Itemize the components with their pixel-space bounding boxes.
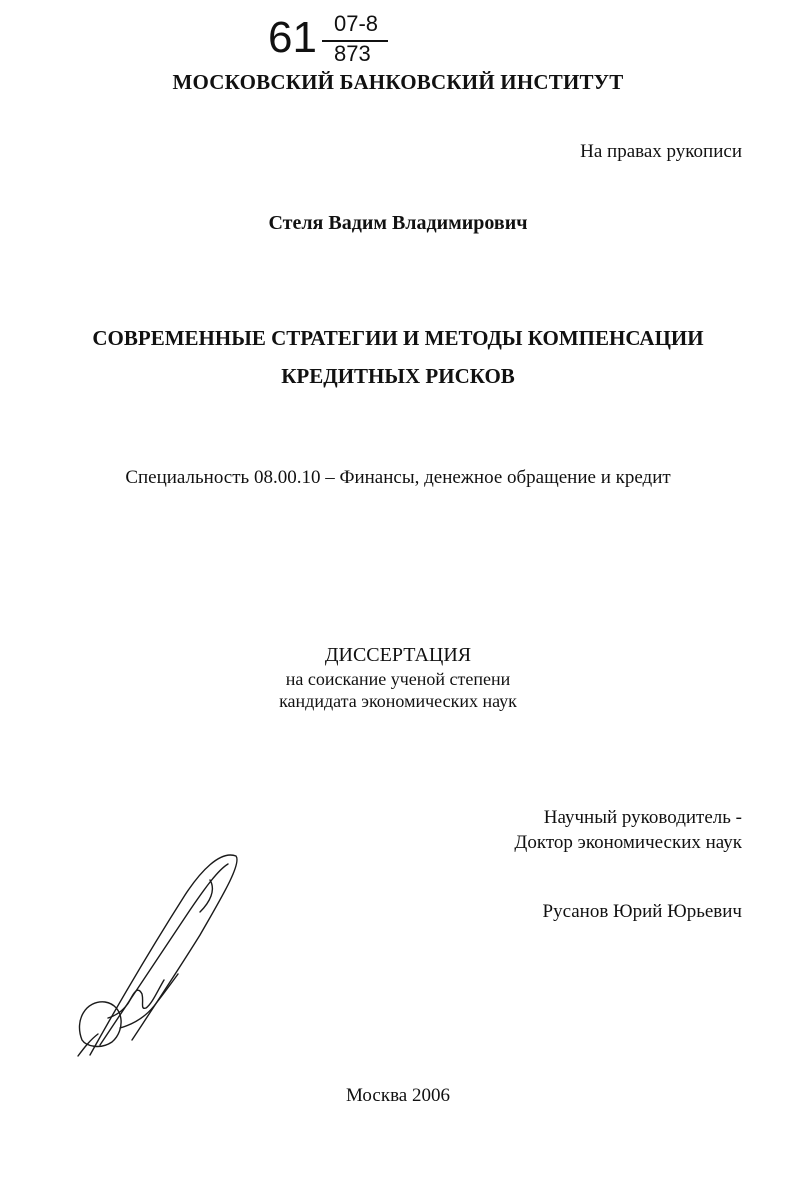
supervisor-name: Русанов Юрий Юрьевич [542, 901, 742, 922]
archive-stamp-numerator: 07-8 [334, 11, 379, 36]
specialty-line: Специальность 08.00.10 – Финансы, денежное обращение и кредит [125, 467, 671, 488]
city-year: Москва 2006 [346, 1085, 450, 1106]
dissertation-degree-line-1: на соискание ученой степени [285, 669, 511, 689]
archive-stamp-denominator: 873 [334, 41, 371, 66]
author-name: Стеля Вадим Владимирович [268, 212, 528, 234]
dissertation-heading: ДИССЕРТАЦИЯ [324, 644, 472, 666]
archive-stamp-code: 61 [268, 13, 317, 62]
thesis-title-line-1: СОВРЕМЕННЫЕ СТРАТЕГИИ И МЕТОДЫ КОМПЕНСАЦИИ [92, 326, 704, 350]
supervisor-degree: Доктор экономических наук [514, 832, 742, 853]
institute-name: МОСКОВСКИЙ БАНКОВСКИЙ ИНСТИТУТ [172, 70, 624, 94]
thesis-title-line-2: КРЕДИТНЫХ РИСКОВ [281, 364, 515, 388]
dissertation-degree-line-2: кандидата экономических наук [279, 691, 517, 711]
supervisor-label: Научный руководитель - [543, 807, 742, 828]
handwritten-signature-icon [60, 840, 250, 1070]
manuscript-note: На правах рукописи [580, 141, 742, 162]
